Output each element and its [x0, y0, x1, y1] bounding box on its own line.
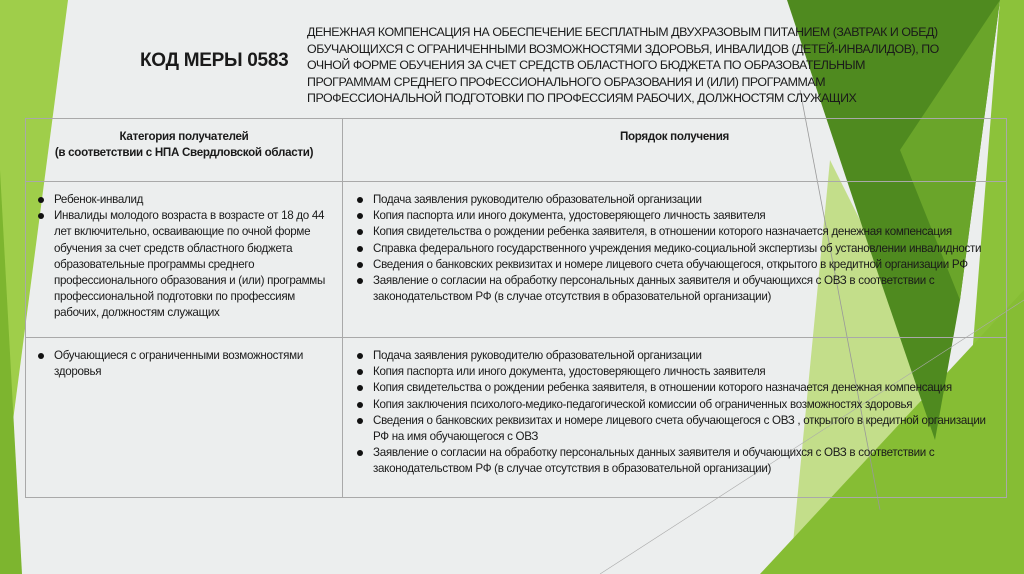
list-item: Подача заявления руководителю образовательной организации [373, 348, 996, 364]
list-item: Обучающиеся с ограниченными возможностями здоровья [54, 348, 332, 380]
category-cell [26, 182, 343, 338]
list-item: Копия паспорта или иного документа, удостоверяющего личность заявителя [373, 364, 996, 380]
header-procedure: Порядок получения [343, 119, 1007, 182]
requirements-table [25, 118, 1007, 498]
list-item: Ребенок-инвалид [54, 192, 332, 208]
list-item: Инвалиды молодого возраста в возрасте от 18 до 44 лет включительно, осваивающие по очной форме обучения за счет средств областного бюджета образовательные программы среднего профессионального образования и (или) программы профессиональной подготовки по профессиям рабочих, должностям служащих [54, 208, 332, 321]
list-item: Копия паспорта или иного документа, удостоверяющего личность заявителя [373, 208, 996, 224]
header-label: Категория получателей [119, 130, 249, 143]
list-item: Сведения о банковских реквизитах и номере лицевого счета обучающегося, открытого в кредитной организации РФ [373, 257, 996, 273]
list-item: Копия свидетельства о рождении ребенка заявителя, в отношении которого назначается денежная компенсация [373, 380, 996, 396]
procedure-cell [343, 182, 1007, 338]
list-item: Заявление о согласии на обработку персональных данных заявителя и обучающихся с ОВЗ в соответствии с законодательством РФ (в случае отсутствия в образовательной организации) [373, 445, 996, 477]
category-cell [26, 338, 343, 498]
list-item: Копия свидетельства о рождении ребенка заявителя, в отношении которого назначается денежная компенсация [373, 224, 996, 240]
table-row [26, 338, 1007, 498]
list-item: Заявление о согласии на обработку персональных данных заявителя и обучающихся с ОВЗ в соответствии с законодательством РФ (в случае отсутствия в образовательной организации) [373, 273, 996, 305]
list-item: Сведения о банковских реквизитах и номере лицевого счета обучающегося с ОВЗ , открытого в кредитной организации РФ на имя обучающегося с ОВЗ [373, 413, 996, 445]
header-sublabel: (в соответствии с НПА Свердловской области) [54, 146, 314, 159]
measure-description: ДЕНЕЖНАЯ КОМПЕНСАЦИЯ НА ОБЕСПЕЧЕНИЕ БЕСПЛАТНЫМ ДВУХРАЗОВЫМ ПИТАНИЕМ (ЗАВТРАК И ОБЕД) ОБУЧАЮЩИХСЯ С ОГРАНИЧЕННЫМИ ВОЗМОЖНОСТЯМИ ЗДОРОВЬЯ, ИНВАЛИДОВ (ДЕТЕЙ-ИНВАЛИДОВ), ПО ОЧНОЙ ФОРМЕ ОБУЧЕНИЯ ЗА СЧЕТ СРЕДСТВ ОБЛАСТНОГО БЮДЖЕТА ПО ОБРАЗОВАТЕЛЬНЫМ ПРОГРАММАМ СРЕДНЕГО ПРОФЕССИОНАЛЬНОГО ОБРАЗОВАНИЯ И (ИЛИ) ПРОГРАММАМ ПРОФЕССИОНАЛЬНОЙ ПОДГОТОВКИ ПО ПРОФЕССИЯМ РАБОЧИХ, ДОЛЖНОСТЯМ СЛУЖАЩИХ [307, 25, 939, 106]
list-item: Копия заключения психолого-медико-педагогической комиссии об ограниченных возможностях здоровья [373, 397, 996, 413]
measure-code-title: КОД МЕРЫ 0583 [140, 50, 289, 71]
table-row [26, 182, 1007, 338]
list-item: Справка федерального государственного учреждения медико-социальной экспертизы об установлении инвалидности [373, 241, 996, 257]
list-item: Подача заявления руководителю образовательной организации [373, 192, 996, 208]
table-header-row [26, 119, 1007, 182]
procedure-cell [343, 338, 1007, 498]
header-recipient-category [26, 119, 343, 182]
